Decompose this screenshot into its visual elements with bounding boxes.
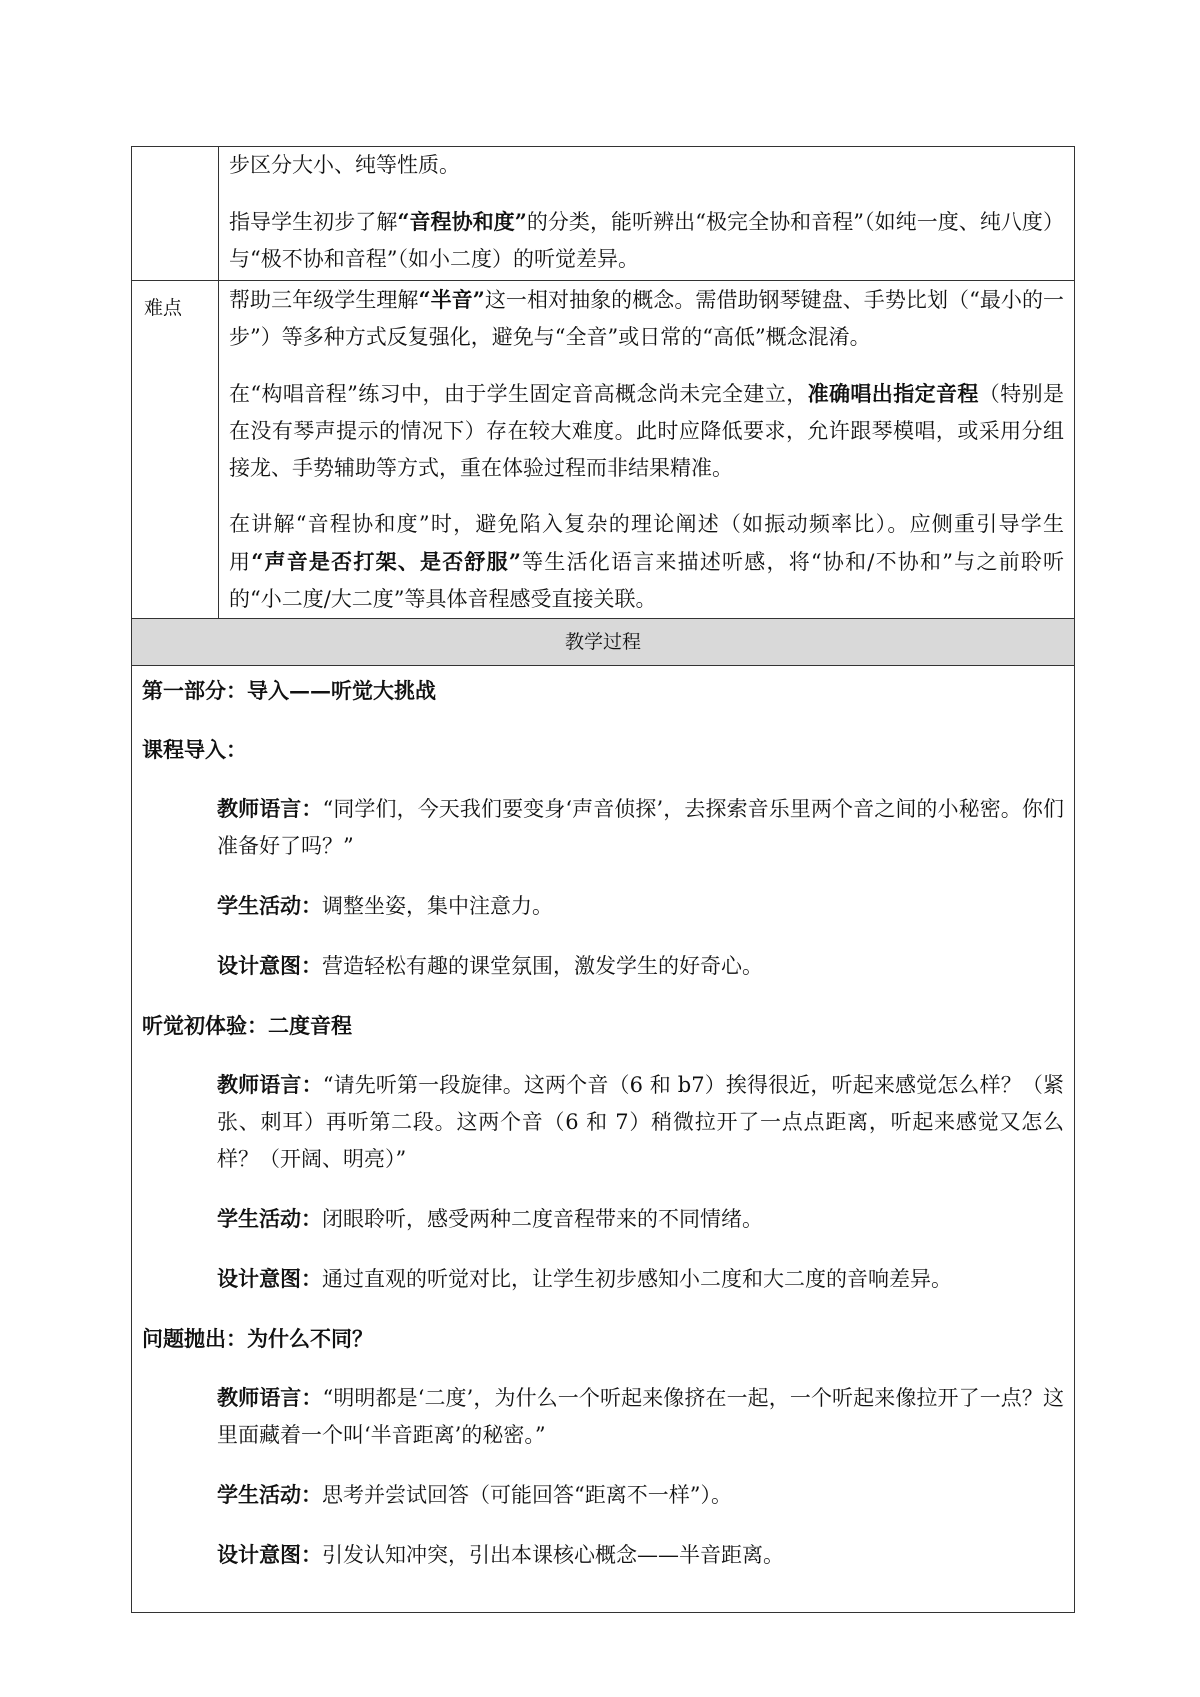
text-segment: 这一相对抽象的概念。需借助钢琴键盘、手势比划（“最小的一步”）等多种方式反复强化，避免与“全音”或日常的“高低”概念混淆。 <box>229 288 1065 349</box>
item-label: 设计意图： <box>217 953 322 978</box>
item-text: 通过直观的听觉对比，让学生初步感知小二度和大二度的音响差异。 <box>322 1267 952 1291</box>
bold-term: 准确唱出指定音程 <box>807 381 979 406</box>
student-activity <box>217 1200 1064 1238</box>
item-label: 设计意图： <box>217 1542 322 1567</box>
difficulty-row <box>132 281 1075 619</box>
item-text: “同学们，今天我们要变身‘声音侦探’，去探索音乐里两个音之间的小秘密。你们准备好了吗？” <box>217 797 1064 858</box>
difficulty-paragraph-1 <box>229 281 1064 356</box>
item-label: 学生活动： <box>217 893 322 918</box>
difficulty-content-cell <box>219 281 1075 619</box>
item-text: “明明都是‘二度’，为什么一个听起来像挤在一起，一个听起来像拉开了一点？这里面藏着一个叫‘半音距离’的秘密。” <box>217 1386 1064 1447</box>
goals-content-cell <box>219 147 1075 281</box>
design-intent <box>217 1260 1064 1298</box>
item-label: 学生活动： <box>217 1206 322 1231</box>
text-segment: 的分类，能听辨出“极完全协和音程”（如纯一度、纯八度）与“极不协和音程”（如小二度）的听觉差异。 <box>229 210 1064 271</box>
design-intent <box>217 1536 1064 1574</box>
goals-label-cell <box>132 147 219 281</box>
lesson-plan-document <box>131 146 1075 1613</box>
part-title: 第一部分：导入——听觉大挑战 <box>142 678 436 703</box>
goals-continuation-row <box>132 147 1075 281</box>
teacher-language <box>217 1066 1064 1178</box>
process-content-cell <box>132 666 1075 1613</box>
item-text: 闭眼聆听，感受两种二度音程带来的不同情绪。 <box>322 1207 763 1231</box>
difficulty-label: 难点 <box>132 281 219 619</box>
design-intent <box>217 947 1064 985</box>
teacher-language <box>217 1379 1064 1454</box>
process-header-row <box>132 619 1075 666</box>
bold-term: “音程协和度” <box>397 209 527 234</box>
student-activity <box>217 887 1064 925</box>
difficulty-paragraph-3 <box>229 506 1064 618</box>
difficulty-paragraph-2 <box>229 375 1064 487</box>
text-segment: （特别是在没有琴声提示的情况下）存在较大难度。此时应降低要求，允许跟琴模唱，或采用分组接龙、手势辅助等方式，重在体验过程而非结果精准。 <box>229 382 1064 480</box>
bold-term: “声音是否打架、是否舒服” <box>251 549 521 574</box>
section-title-question: 问题抛出：为什么不同？ <box>142 1326 373 1351</box>
item-text: 调整坐姿，集中注意力。 <box>322 894 553 918</box>
lesson-plan-table <box>131 146 1075 1613</box>
item-label: 学生活动： <box>217 1482 322 1507</box>
teacher-language <box>217 790 1064 865</box>
text-segment: 指导学生初步了解 <box>229 210 398 234</box>
process-header: 教学过程 <box>132 619 1075 666</box>
text-segment: 在“构唱音程”练习中，由于学生固定音高概念尚未完全建立， <box>229 382 808 406</box>
item-label: 教师语言： <box>217 1072 323 1097</box>
item-label: 教师语言： <box>217 1385 323 1410</box>
section-title-intro: 课程导入： <box>142 737 247 762</box>
item-text: 思考并尝试回答（可能回答“距离不一样”）。 <box>322 1483 732 1507</box>
item-label: 设计意图： <box>217 1266 322 1291</box>
student-activity <box>217 1476 1064 1514</box>
text-segment: 等生活化语言来描述听感，将“协和/不协和”与之前聆听的“小二度/大二度”等具体音程感受直接关联。 <box>229 550 1065 611</box>
goals-paragraph-2 <box>229 203 1064 278</box>
goals-paragraph-1: 步区分大小、纯等性质。 <box>229 153 460 177</box>
text-segment: 帮助三年级学生理解 <box>229 288 419 312</box>
text-segment: 在讲解“音程协和度”时，避免陷入复杂的理论阐述（如振动频率比）。应侧重引导学生用 <box>229 512 1064 574</box>
section-title-listening: 听觉初体验：二度音程 <box>142 1013 352 1038</box>
bold-term: “半音” <box>418 287 485 312</box>
item-text: 营造轻松有趣的课堂氛围，激发学生的好奇心。 <box>322 954 763 978</box>
item-label: 教师语言： <box>217 796 323 821</box>
process-content-row <box>132 666 1075 1613</box>
item-text: “请先听第一段旋律。这两个音（6 和 b7）挨得很近，听起来感觉怎么样？（紧张、刺耳）再听第二段。这两个音（6 和 7）稍微拉开了一点点距离，听起来感觉又怎么样？（开阔、明亮）” <box>217 1073 1064 1171</box>
item-text: 引发认知冲突，引出本课核心概念——半音距离。 <box>322 1543 784 1567</box>
